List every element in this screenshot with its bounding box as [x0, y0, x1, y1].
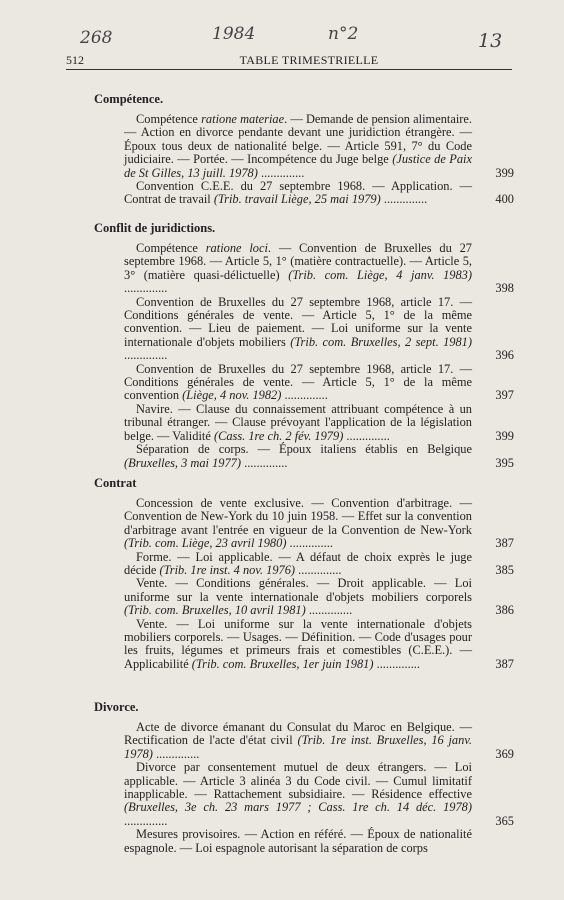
entry-lead: Convention de Bruxelles du 27 septembre 1968, article 17. — Conditions générales de vente. — Article 5, 1° de la même convention — [124, 361, 472, 403]
entry-text — [124, 363, 472, 403]
index-entry — [94, 828, 514, 855]
entry-lead: Acte de divorce émanant du Consulat du Maroc en Belgique. — Rectification de l'acte d'état civil — [124, 720, 472, 748]
entry-description: . — Convention de Bruxelles du 27 septembre 1968. — Article 5, 1° (matière contractuelle). — Article 5, 3° (matière quasi-délictuelle) — [124, 241, 472, 282]
section-heading: Conflit de juridictions. — [94, 221, 216, 235]
page-number: 512 — [66, 53, 84, 67]
index-entry — [94, 403, 514, 443]
entry-text — [124, 443, 472, 470]
section-competence — [94, 92, 514, 207]
entry-text — [124, 296, 472, 363]
entry-page-number: 385 — [495, 563, 514, 578]
entry-text — [124, 403, 472, 443]
entry-lead: Séparation de corps. — Époux italiens établis en Belgique — [136, 442, 472, 457]
entry-citation: (Trib. 1re inst. Bruxelles, 16 janv. 1978) — [124, 733, 472, 761]
index-entry — [94, 113, 514, 180]
entry-citation: (Bruxelles, 3e ch. 23 mars 1977 ; Cass. 1re ch. 14 déc. 1978) — [124, 800, 472, 815]
entry-page-number: 399 — [495, 165, 514, 180]
leader-dots: .............. — [241, 455, 288, 470]
entry-page-number: 398 — [495, 281, 514, 296]
leader-dots: .............. — [281, 388, 328, 403]
entry-citation: (Bruxelles, 3 mai 1977) — [124, 455, 241, 470]
entry-citation: (Trib. travail Liège, 25 mai 1979) — [213, 192, 381, 207]
running-title: TABLE TRIMESTRIELLE — [239, 53, 379, 67]
entry-text — [124, 761, 472, 828]
entry-lead: Compétence — [136, 112, 202, 126]
section-heading: Contrat — [94, 476, 137, 490]
index-entry — [94, 363, 514, 403]
index-entry — [94, 618, 514, 672]
section-divorce — [94, 700, 514, 855]
entry-lead: Convention C.E.E. du 27 septembre 1968. — Application. — Contrat de travail — [124, 179, 472, 207]
section-contrat — [94, 476, 514, 671]
entry-citation: (Justice de Paix de St Gilles, 13 juill. 1978) — [124, 152, 472, 180]
leader-dots: .............. — [152, 746, 200, 761]
entry-lead: Concession de vente exclusive. — Convention d'arbitrage. — Convention de New-York du 10 juin 1958. — Effet sur la convention d'arbitrage avant l'entrée en vigueur de la Convention de New-York — [124, 496, 472, 537]
section-conflit-de-juridictions — [94, 221, 514, 470]
leader-dots: .............. — [124, 281, 168, 296]
leader-dots: .............. — [295, 563, 342, 578]
handwritten-note: 1984 — [212, 24, 256, 44]
leader-dots: .............. — [257, 165, 305, 180]
entry-page-number: 387 — [495, 536, 514, 551]
entry-citation: (Trib. com. Liège, 23 avril 1980) — [124, 536, 287, 551]
entry-page-number: 386 — [495, 603, 514, 618]
leader-dots: .............. — [373, 656, 420, 671]
entry-text — [124, 551, 472, 578]
index-entry — [94, 551, 514, 578]
index-entry — [94, 577, 514, 617]
index-entry — [94, 721, 514, 761]
entry-citation: (Trib. com. Bruxelles, 2 sept. 1981) — [290, 334, 472, 349]
entry-lead: Divorce par consentement mutuel de deux étrangers. — Loi applicable. — Article 3 alinéa 3 du Code civil. — Cumul limitatif inapplicable. — Rattachement subsidiaire. — Résidence effective — [124, 760, 472, 802]
entry-text — [124, 113, 472, 180]
entry-page-number: 395 — [495, 455, 514, 470]
entry-text — [124, 618, 472, 672]
entry-text — [124, 242, 472, 296]
section-heading: Compétence. — [94, 92, 164, 106]
index-entry — [94, 296, 514, 363]
entry-page-number: 397 — [495, 388, 514, 403]
index-entry — [94, 761, 514, 828]
index-entry — [94, 180, 514, 207]
entry-text — [124, 721, 472, 761]
entry-lead: Mesures provisoires. — Action en référé. — Époux de nationalité espagnole. — Loi espagnole autorisant la séparation de corps — [124, 827, 472, 855]
entry-lead: Vente. — Loi uniforme sur la vente internationale d'objets mobiliers corporels. — Usages. — Définition. — Code d'usages pour les fruits, légumes et primeurs frais et comestibles (C.E.E.). — Applicabilité — [124, 616, 472, 671]
entry-lead: Forme. — Loi applicable. — A défaut de choix exprès le juge décide — [124, 549, 472, 578]
entry-page-number: 365 — [495, 813, 514, 828]
leader-dots: .............. — [124, 813, 168, 828]
page-header — [66, 53, 512, 70]
entry-lead: Compétence — [136, 241, 206, 255]
leader-dots: .............. — [343, 428, 390, 443]
entry-citation: (Liège, 4 nov. 1982) — [182, 388, 282, 403]
handwritten-note: 13 — [478, 30, 503, 52]
entry-citation: (Trib. 1re inst. 4 nov. 1976) — [159, 563, 296, 578]
leader-dots: .............. — [380, 192, 428, 207]
entry-text — [124, 577, 472, 617]
handwritten-note: 268 — [80, 28, 113, 48]
entry-citation: (Trib. com. Liège, 4 janv. 1983) — [288, 267, 473, 282]
index-entry — [94, 497, 514, 551]
entry-page-number: 400 — [495, 192, 514, 207]
entry-citation: (Trib. com. Bruxelles, 10 avril 1981) — [124, 603, 306, 618]
entry-text — [124, 180, 472, 207]
entry-description: . — Demande de pension alimentaire. — Action en divorce pendante devant une juridiction étrangère. — Époux tous deux de nationalité belge. — Article 591, 7° du Code judiciaire. — Portée. — Incompétence du Juge belge — [124, 112, 472, 167]
leader-dots: .............. — [305, 603, 353, 618]
entry-text — [124, 828, 472, 855]
leader-dots: .............. — [286, 536, 333, 551]
index-entry — [94, 242, 514, 296]
entry-latin-term: ratione loci — [205, 241, 268, 255]
entry-latin-term: ratione materiae — [201, 112, 285, 126]
leader-dots: .............. — [124, 348, 168, 363]
entry-citation: (Cass. 1re ch. 2 fév. 1979) — [213, 428, 344, 443]
entry-text — [124, 497, 472, 551]
entry-page-number: 369 — [495, 746, 514, 761]
handwritten-note: n°2 — [328, 24, 359, 44]
entry-lead: Navire. — Clause du connaissement attribuant compétence à un tribunal étranger. — Clause prévoyant l'application de la législation belge. — Validité — [124, 401, 472, 443]
section-heading: Divorce. — [94, 700, 139, 714]
index-entry — [94, 443, 514, 470]
entry-lead: Vente. — Conditions générales. — Droit applicable. — Loi uniforme sur la vente internationale d'objets mobiliers corporels — [124, 576, 472, 604]
entry-citation: (Trib. com. Bruxelles, 1er juin 1981) — [191, 656, 374, 671]
entry-page-number: 399 — [495, 428, 514, 443]
entry-page-number: 396 — [495, 348, 514, 363]
entry-page-number: 387 — [495, 656, 514, 671]
entry-lead: Convention de Bruxelles du 27 septembre 1968, article 17. — Conditions générales de vente. — Article 5, 1° de la même convention. — Lieu de paiement. — Loi uniforme sur la vente internationale d'objets mobiliers — [124, 294, 472, 349]
